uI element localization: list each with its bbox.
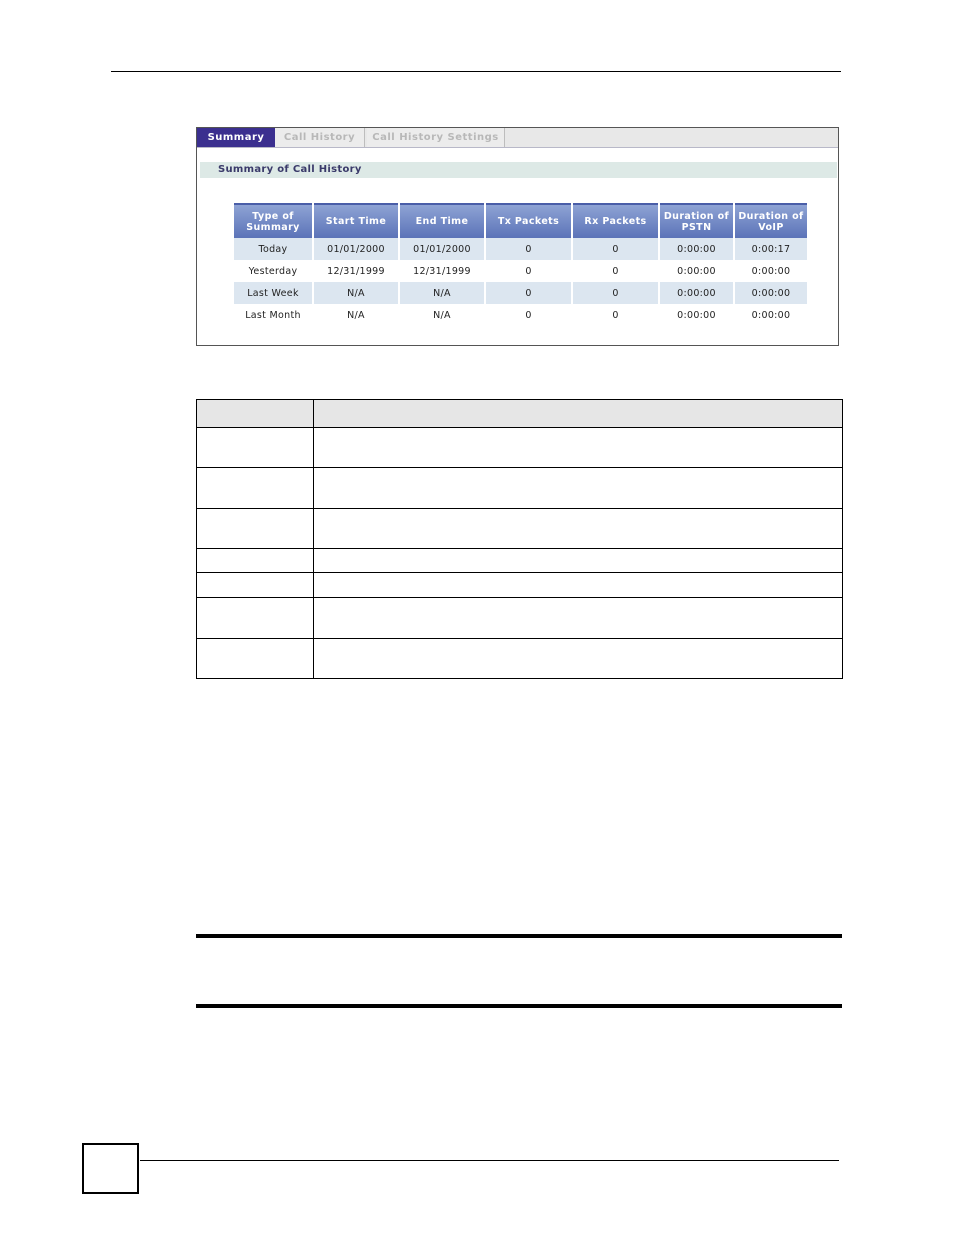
column-header-rx-packets: Rx Packets bbox=[573, 203, 658, 238]
column-header-type: Type of Summary bbox=[234, 203, 312, 238]
table-cell: Last Week bbox=[234, 282, 312, 304]
description-text-cell bbox=[314, 639, 843, 679]
description-header-description bbox=[314, 400, 843, 428]
table-cell: 0:00:00 bbox=[735, 282, 807, 304]
table-cell: 0 bbox=[573, 282, 658, 304]
description-label-cell bbox=[197, 468, 314, 509]
footer-rule bbox=[140, 1160, 839, 1161]
column-header-end-time: End Time bbox=[400, 203, 484, 238]
call-history-panel bbox=[196, 127, 839, 346]
description-row bbox=[197, 549, 843, 573]
table-cell: 0 bbox=[486, 304, 571, 326]
table-cell: N/A bbox=[314, 304, 398, 326]
column-header-tx-packets: Tx Packets bbox=[486, 203, 571, 238]
description-row bbox=[197, 428, 843, 468]
description-label-cell bbox=[197, 598, 314, 639]
description-label-cell bbox=[197, 509, 314, 549]
table-cell: 0 bbox=[573, 260, 658, 282]
description-row bbox=[197, 573, 843, 598]
table-cell: 0 bbox=[486, 282, 571, 304]
description-text-cell bbox=[314, 573, 843, 598]
description-row bbox=[197, 639, 843, 679]
table-row bbox=[234, 282, 807, 304]
page-number-box bbox=[82, 1143, 139, 1194]
summary-table-header-row bbox=[234, 203, 807, 238]
table-cell: Last Month bbox=[234, 304, 312, 326]
description-row bbox=[197, 598, 843, 639]
description-text-cell bbox=[314, 428, 843, 468]
description-table-header-row bbox=[197, 400, 843, 428]
table-cell: 0:00:00 bbox=[735, 260, 807, 282]
table-cell: N/A bbox=[400, 304, 484, 326]
tab-call-history[interactable]: Call History bbox=[275, 128, 365, 147]
description-text-cell bbox=[314, 509, 843, 549]
table-cell: 01/01/2000 bbox=[314, 238, 398, 260]
table-cell: 0:00:00 bbox=[660, 238, 733, 260]
table-cell: 0 bbox=[573, 304, 658, 326]
description-label-cell bbox=[197, 573, 314, 598]
description-label-cell bbox=[197, 428, 314, 468]
table-cell: N/A bbox=[314, 282, 398, 304]
table-row bbox=[234, 260, 807, 282]
table-cell: 0:00:17 bbox=[735, 238, 807, 260]
table-cell: 12/31/1999 bbox=[400, 260, 484, 282]
table-cell: Today bbox=[234, 238, 312, 260]
table-cell: 0 bbox=[573, 238, 658, 260]
tab-summary[interactable]: Summary bbox=[197, 128, 275, 147]
table-row bbox=[234, 304, 807, 326]
table-cell: 0:00:00 bbox=[660, 282, 733, 304]
table-cell: N/A bbox=[400, 282, 484, 304]
table-cell: 0 bbox=[486, 260, 571, 282]
description-row bbox=[197, 509, 843, 549]
description-label-cell bbox=[197, 639, 314, 679]
description-header-label bbox=[197, 400, 314, 428]
table-cell: Yesterday bbox=[234, 260, 312, 282]
description-text-cell bbox=[314, 549, 843, 573]
table-cell: 01/01/2000 bbox=[400, 238, 484, 260]
column-header-duration-pstn: Duration of PSTN bbox=[660, 203, 733, 238]
description-label-cell bbox=[197, 549, 314, 573]
section-title: Summary of Call History bbox=[200, 162, 837, 178]
description-row bbox=[197, 468, 843, 509]
note-top-rule bbox=[196, 934, 842, 938]
page-header-rule bbox=[111, 71, 841, 72]
table-cell: 0:00:00 bbox=[735, 304, 807, 326]
column-header-duration-voip: Duration of VoIP bbox=[735, 203, 807, 238]
column-header-start-time: Start Time bbox=[314, 203, 398, 238]
table-cell: 0:00:00 bbox=[660, 304, 733, 326]
table-cell: 0:00:00 bbox=[660, 260, 733, 282]
tab-bar bbox=[197, 128, 838, 148]
table-cell: 12/31/1999 bbox=[314, 260, 398, 282]
table-row bbox=[234, 238, 807, 260]
table-cell: 0 bbox=[486, 238, 571, 260]
summary-table bbox=[232, 203, 809, 326]
description-text-cell bbox=[314, 468, 843, 509]
description-text-cell bbox=[314, 598, 843, 639]
note-bottom-rule bbox=[196, 1004, 842, 1008]
description-table bbox=[196, 399, 843, 679]
tab-call-history-settings[interactable]: Call History Settings bbox=[367, 128, 505, 147]
